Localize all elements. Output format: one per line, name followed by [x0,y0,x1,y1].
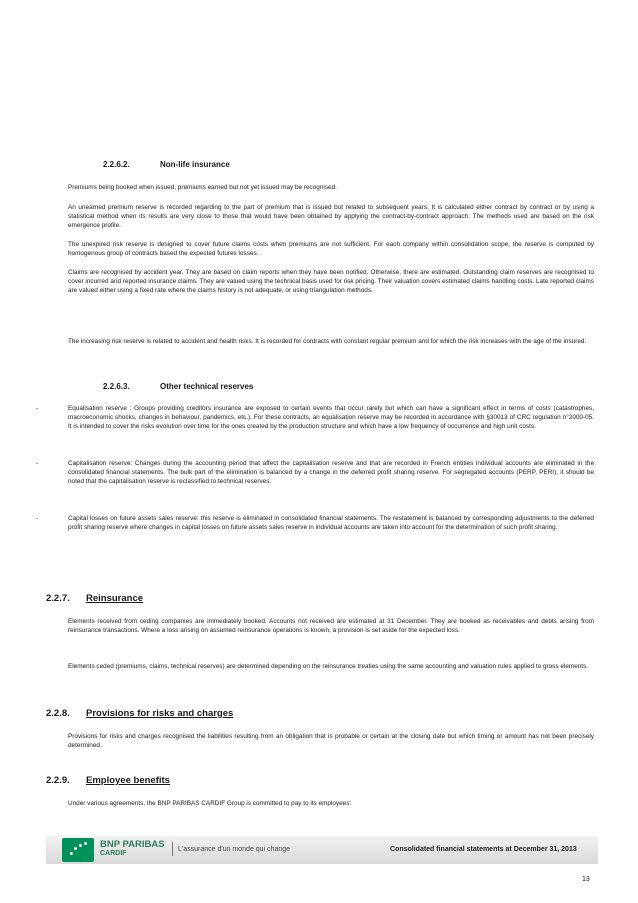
star-icon [84,842,87,845]
subsection-number: 2.2.6.3. [103,382,130,391]
section-title: Reinsurance [86,593,144,604]
brand-name [100,840,165,858]
footer-divider [172,842,173,856]
subsection-number: 2.2.6.2. [103,160,130,169]
bullet-item: Capital losses on future assets sales reserve: this reserve is eliminated in consolidated financial statements. The restatement is balanced by corresponding adjustments to the deferred profit sharing reserve where changes in capital losses on future assets sales reserve in individual accounts are taken into account for the determination of such profit sharing. [68,515,594,531]
brand-line-2: CARDIF [100,850,127,857]
subsection-title: Non-life insurance [160,160,230,169]
subsection-title: Other technical reserves [160,382,254,391]
page-number: 13 [582,876,590,883]
paragraph: The unexpired risk reserve is designed to cover future claims costs when premiums are not sufficient. For each company within consolidation scope, the reserve is computed by homogenous group of contracts based the expected futures losses. [68,241,594,257]
bullet-dash: - [36,515,39,522]
star-icon [79,844,82,847]
paragraph: Provisions for risks and charges recognised the liabilities resulting from an obligation that is probable or certain at the closing date but which timing or amount has not been precisely determined. [68,733,594,749]
star-icon [74,847,77,850]
paragraph: Claims are recognised by accident year. They are based on claim reports when they have been notified. Otherwise, there are estimated. Outstanding claim reserves are recognised to cover incurred and reported insurance claims. They are valued using the technical basis used for risk pricing. Their valuation covers estimated claims handling costs. Late reported claims are valued either using a fixed rate where the claims history is not adequate, or using triangulation methods. [68,269,594,294]
brand-line-1: BNP PARIBAS [100,839,165,850]
footer-document-title: Consolidated financial statements at December 31, 2013 [390,846,577,853]
bullet-item: Equalisation reserve : Groups providing creditors insurance are exposed to certain events that occur rarely but which can have a significant effect in terms of costs (catastrophes, macroeconomic shocks, changes in behaviour, pandemics, etc.). For these contracts, an equalisation reserve may be recorded in accordance with §30013 of CRC regulation n°2000-05. It is intended to cover the risks evolution over time for the ones created by the production structure and which have a low frequency of occurrence and high unit costs. [68,405,594,430]
section-number: 2.2.7. [46,593,70,604]
paragraph: Elements ceded (premiums, claims, technical reserves) are determined depending on the reinsurance treaties using the same accounting and valuation rules applied to gross elements. [68,663,589,670]
brand-tagline: L'assurance d'un monde qui change [178,846,291,853]
bnp-paribas-stars-logo-icon [62,838,94,862]
section-title: Provisions for risks and charges [86,708,234,719]
section-title: Employee benefits [86,775,170,786]
paragraph: Under various agreements, the BNP PARIBAS CARDIF Group is committed to pay to its employees: [68,800,352,807]
bullet-dash: - [36,405,39,412]
paragraph: Elements received from ceding companies are immediately booked. Accounts not received are estimated at 31 December. They are booked as receivables and debts arising from reinsurance transactions. Where a loss arising on assumed reinsurance operations is known, a provision is set aside for the expected loss. [68,618,594,634]
star-icon [70,852,73,855]
bullet-dash: - [36,460,39,467]
paragraph: The increasing risk reserve is related to accident and health risks. It is recorded for contracts with constant regular premium and for which the risk increases with the age of the insured. [68,338,587,345]
section-number: 2.2.9. [46,775,70,786]
paragraph: Premiums being booked when issued, premiums earned but not yet issued may be recognised. [68,184,337,191]
paragraph: An unearned premium reserve is recorded regarding to the part of premium that is issued but related to subsequent years. It is calculated either contract by contract or by using a statistical method when its results are very close to those that would have been obtained by applying the contract-by-contract approach. The methods used are based on the risk emergence profile. [68,204,594,229]
section-number: 2.2.8. [46,708,70,719]
bullet-item: Capitalisation reserve: Changes during the accounting period that affect the capitalisation reserve and that are recorded in French entities individual accounts are eliminated in the consolidated financial statements. The bulk part of the elimination is balanced by a change in the deferred profit sharing reserve. For segregated accounts (PERP, PERI), it should be noted that the capitalisation reserve is reclassified to technical reserves. [68,460,594,485]
